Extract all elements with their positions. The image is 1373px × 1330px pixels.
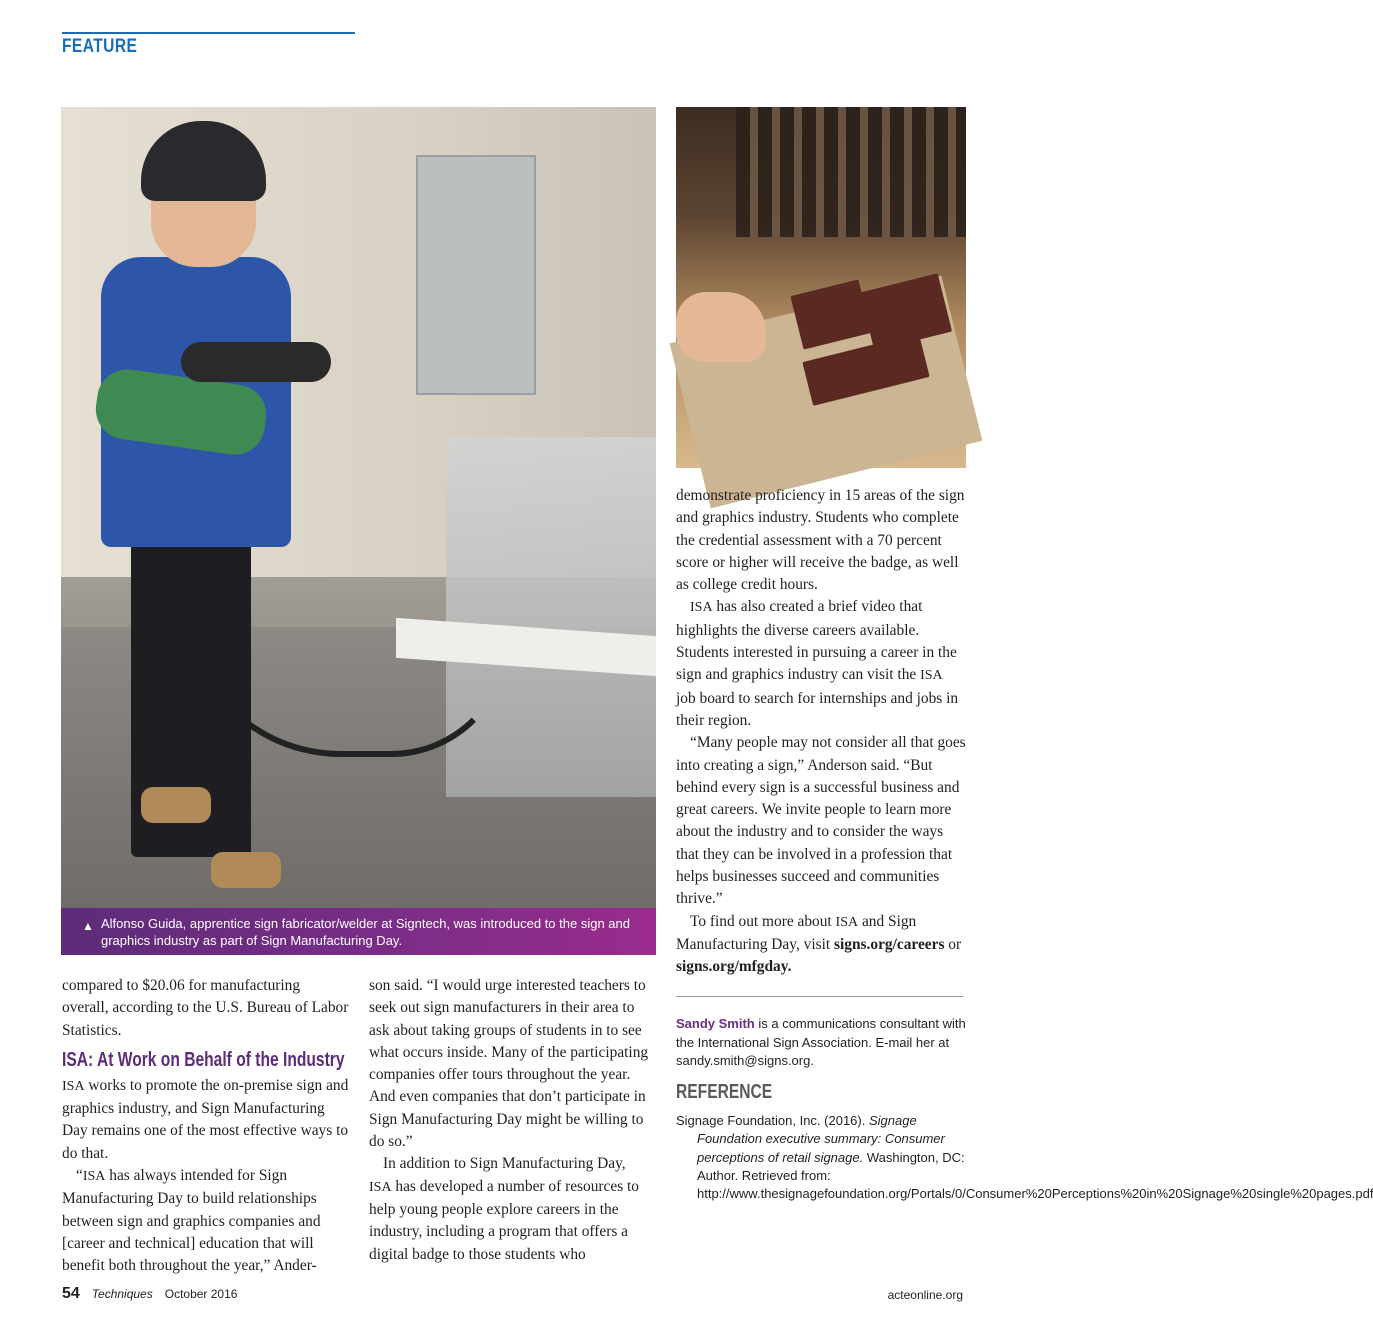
section-label: FEATURE <box>62 36 138 57</box>
column-1 <box>62 975 350 1278</box>
paragraph <box>676 596 966 732</box>
section-subhead: ISA: At Work on Behalf of the Industry <box>62 1048 345 1071</box>
acronym: ISA <box>835 914 859 930</box>
photo-caption <box>61 908 656 955</box>
photo-type-rack <box>736 107 966 237</box>
author-bio <box>676 1015 966 1071</box>
column-2 <box>369 975 651 1266</box>
footer-site[interactable]: acteonline.org <box>887 1288 963 1302</box>
paragraph <box>676 911 966 979</box>
paragraph-text: To find out more about <box>690 912 836 930</box>
author-bio-text: is a communications consultant with the International Sign Association. E-mail her at sandy.smith@signs.org. <box>676 1016 966 1068</box>
reference-work: Signage Foundation executive summary: Consumer perceptions of retail signage. <box>697 1113 945 1165</box>
page-number: 54 <box>62 1285 80 1302</box>
reference-title: REFERENCE <box>676 1081 773 1103</box>
paragraph-text: In addition to Sign Manufacturing Day, <box>383 1155 626 1173</box>
quote-mark: “ <box>76 1167 83 1185</box>
photo-welding-gun <box>181 342 331 382</box>
paragraph-text: has developed a number of resources to help young people explore careers in the industry, including a program that offers a digital badge to those students who <box>369 1177 640 1263</box>
paragraph-text: has also created a brief video that highlights the diverse careers available. Students interested in pursuing a career in the sign and graphics industry can visit the <box>676 598 957 684</box>
acronym: ISA <box>690 600 713 616</box>
paragraph <box>62 1165 350 1277</box>
paragraph-text: has always intended for Sign Manufacturing Day to build relationships between sign and graphics companies and [career and technical] education that will benefit both throughout the year,” Ander- <box>62 1167 321 1275</box>
header-rule <box>62 32 355 34</box>
paragraph-text: job board to search for internships and jobs in their region. <box>676 689 959 729</box>
reference-author: Signage Foundation, Inc. (2016). <box>676 1113 869 1128</box>
photo-boot-left <box>141 787 211 823</box>
paragraph: “Many people may not consider all that goes into creating a sign,” Anderson said. “But behind every sign is a successful business and great careers. We invite people to learn more about the industry and to consider the ways that they can be involved in a profession that helps businesses succeed and communities thrive.” <box>676 734 966 908</box>
letterpress-photo <box>676 107 966 468</box>
photo-electrical-panel <box>416 155 536 395</box>
mfgday-link[interactable]: signs.org/mfgday <box>676 958 788 976</box>
paragraph <box>369 1153 651 1265</box>
author-name: Sandy Smith <box>676 1016 755 1031</box>
footer-left <box>62 1285 237 1303</box>
caption-triangle-icon: ▲ <box>82 919 94 933</box>
paragraph-text: . <box>787 958 792 976</box>
acronym: ISA <box>920 668 943 684</box>
acronym: ISA <box>369 1179 392 1195</box>
acronym: ISA <box>82 1169 106 1185</box>
magazine-name: Techniques <box>91 1287 153 1301</box>
paragraph-text: works to promote the on-premise sign and graphics industry, and Sign Manufacturing Day remains one of the most effective ways to do that. <box>62 1076 349 1162</box>
paragraph: son said. “I would urge interested teachers to seek out sign manufacturers in their area to ask about taking groups of students in to see what occurs inside. Many of the participating companies offer tours throughout the year. And even companies that don’t participate in Sign Manufacturing Day might be willing to do so.” <box>369 977 649 1151</box>
paragraph <box>62 1075 350 1165</box>
photo-hand <box>676 292 766 362</box>
paragraph: compared to $20.06 for manufacturing overall, according to the U.S. Bureau of Labor Statistics. <box>62 977 349 1039</box>
issue-date: October 2016 <box>164 1287 238 1301</box>
column-3 <box>676 485 966 979</box>
reference-details[interactable]: Washington, DC: Author. Retrieved from: http://www.thesignagefoundation.org/Portals/0/Consumer%20Perceptions%20in%20Signage%20single%20pages.pdf <box>697 1149 1373 1202</box>
bio-divider <box>676 996 963 997</box>
reference-entry <box>676 1112 1373 1203</box>
photo-boot-right <box>211 852 281 888</box>
acronym: ISA <box>62 1078 85 1094</box>
careers-link[interactable]: signs.org/careers <box>834 935 945 953</box>
caption-text: Alfonso Guida, apprentice sign fabricator/welder at Signtech, was introduced to the sign and graphics industry as part of Sign Manufacturing Day. <box>101 916 630 948</box>
paragraph: demonstrate proficiency in 15 areas of the sign and graphics industry. Students who complete the credential assessment with a 70 percent score or higher will receive the badge, as well as college credit hours. <box>676 487 965 594</box>
welder-photo <box>61 107 656 908</box>
paragraph-text: and Sign Manufacturing Day, visit <box>676 912 917 953</box>
paragraph-text: or <box>944 935 962 953</box>
